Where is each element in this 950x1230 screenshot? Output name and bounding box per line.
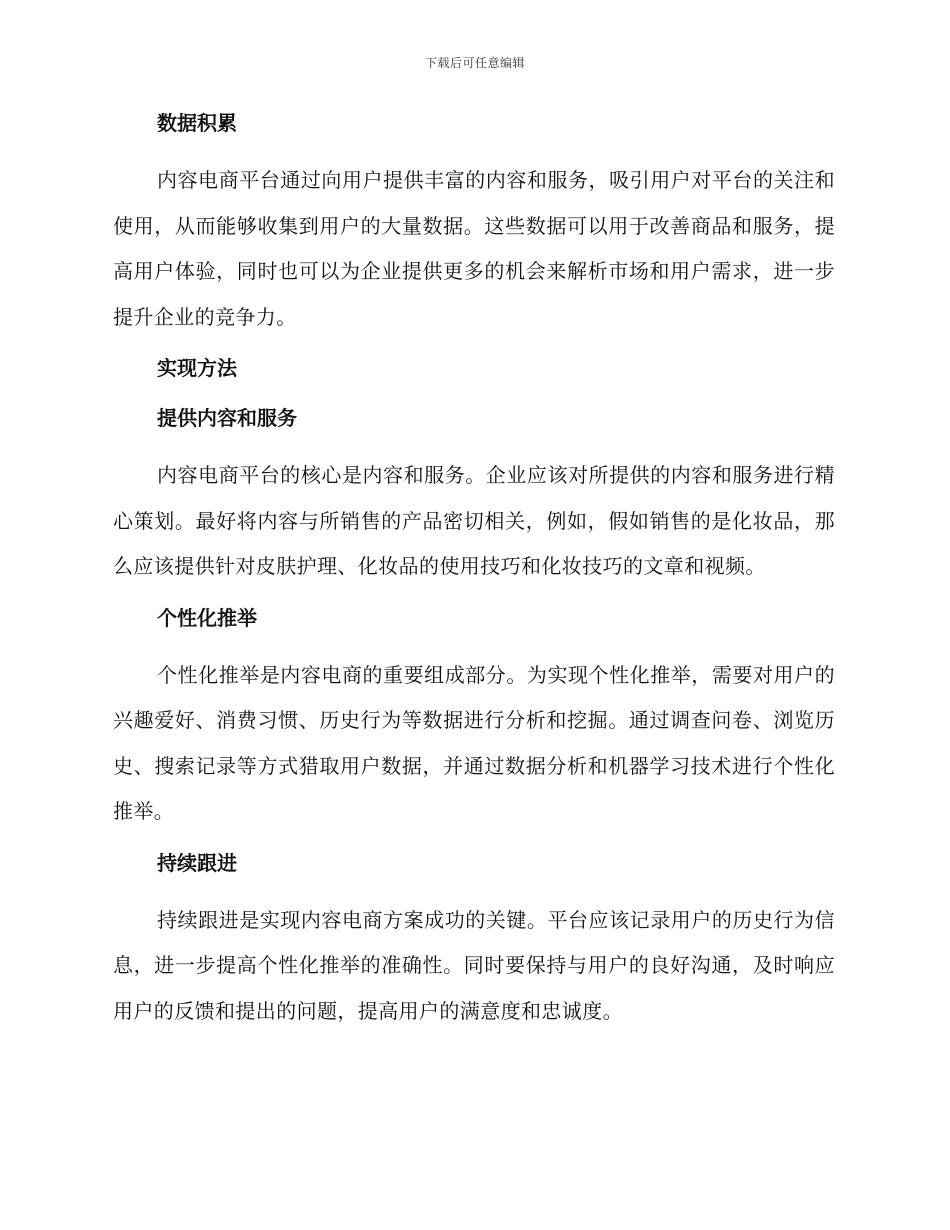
section-heading-implementation: 实现方法 <box>157 356 237 380</box>
section-paragraph-data-accumulation: 内容电商平台通过向用户提供丰富的内容和服务，吸引用户对平台的关注和使用，从而能够收集到用户的大量数据。这些数据可以用于改善商品和服务，提高用户体验，同时也可以为企业提供更多的机会来解析市场和用户需求，进一步提升企业的竞争力。 <box>113 168 835 329</box>
section-heading-personalization: 个性化推举 <box>157 605 257 630</box>
section-paragraph-content-service: 内容电商平台的核心是内容和服务。企业应该对所提供的内容和服务进行精心策划。最好将内容与所销售的产品密切相关，例如，假如销售的是化妆品，那么应该提供针对皮肤护理、化妆品的使用技巧和化妆技巧的文章和视频。 <box>113 463 835 578</box>
section-heading-data-accumulation: 数据积累 <box>157 111 237 135</box>
section-heading-content-service: 提供内容和服务 <box>157 406 297 430</box>
section-paragraph-follow-up: 持续跟进是实现内容电商方案成功的关键。平台应该记录用户的历史行为信息，进一步提高个性化推举的准确性。同时要保持与用户的良好沟通，及时响应用户的反馈和提出的问题，提高用户的满意度和忠诚度。 <box>113 907 835 1023</box>
section-heading-follow-up: 持续跟进 <box>157 850 237 875</box>
section-paragraph-personalization: 个性化推举是内容电商的重要组成部分。为实现个性化推举，需要对用户的兴趣爱好、消费习惯、历史行为等数据进行分析和挖掘。通过调查问卷、浏览历史、搜索记录等方式猎取用户数据，并通过数据分析和机器学习技术进行个性化推举。 <box>113 662 835 823</box>
header-note: 下载后可任意编辑 <box>424 56 525 70</box>
document-body <box>113 108 835 1034</box>
